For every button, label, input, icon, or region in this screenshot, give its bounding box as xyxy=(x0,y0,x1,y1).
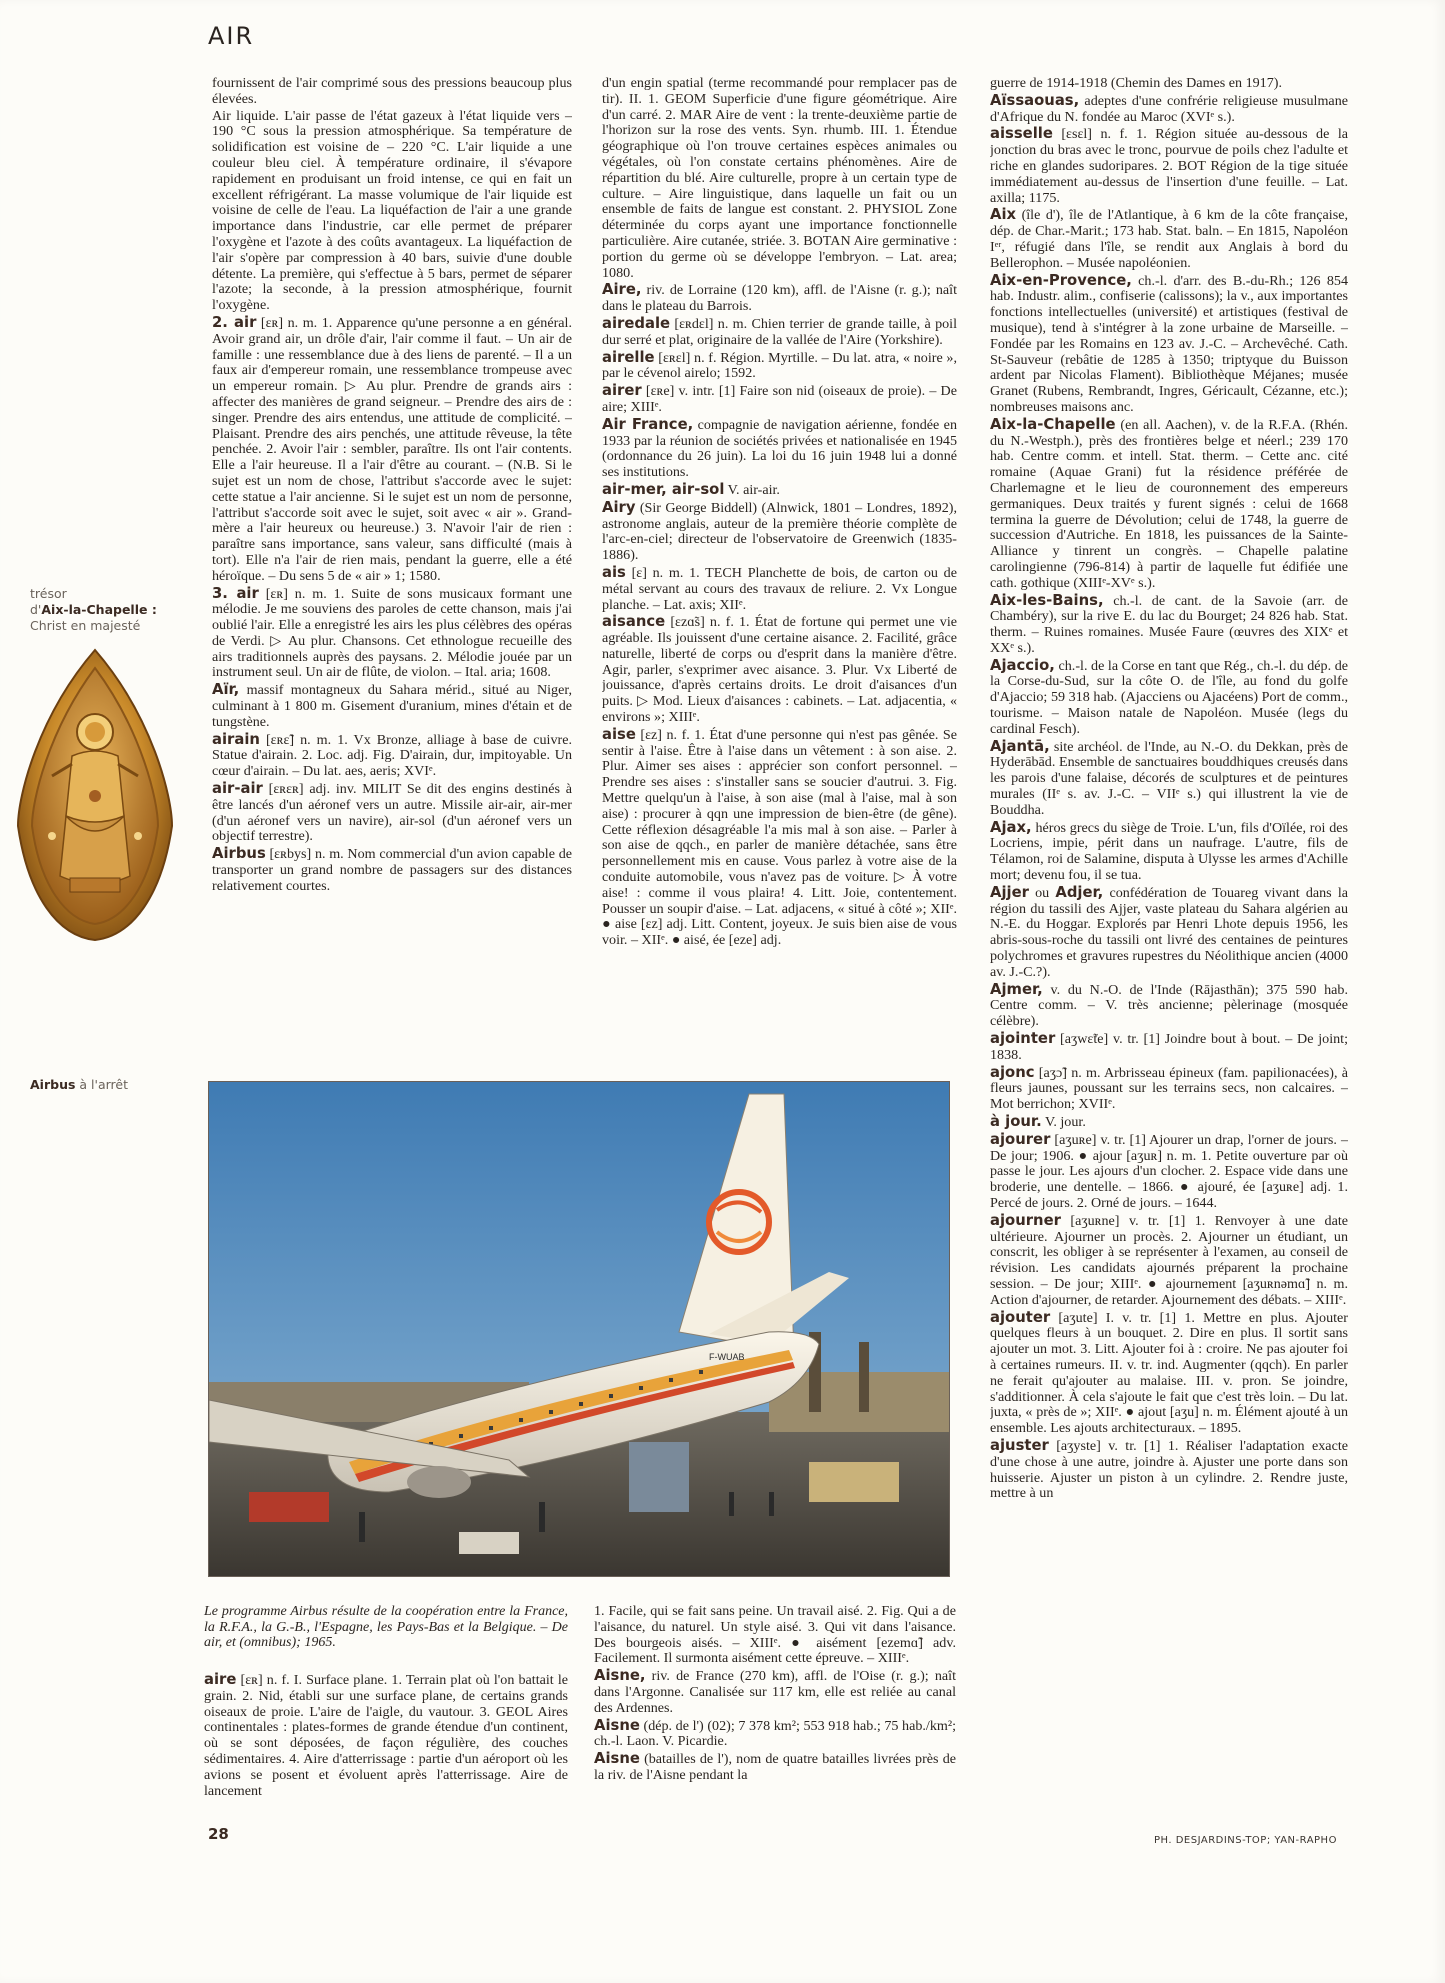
headword: airain xyxy=(212,730,260,748)
entry-ajmer xyxy=(990,982,1348,1030)
headword: ais xyxy=(602,563,626,581)
entry-ajanta xyxy=(990,739,1348,819)
definition: v. du N.-O. de l'Inde (Rājasthān); 375 590 hab. Centre comm. – V. très ancienne; pèlerinage (mosquée célèbre). xyxy=(990,981,1348,1030)
headword: aire xyxy=(204,1672,237,1688)
connector: ou xyxy=(1028,884,1056,901)
entry-ajouter xyxy=(990,1310,1348,1437)
entry-air-liquide: Air liquide. L'air passe de l'état gazeux à l'état liquide vers – 190 °C sous la pression atmosphérique. Sa température de solidification est voisine de – 220 °C. L'air liquide a une couleur bleu ciel. À température ordinaire, il s'évapore rapidement en produisant un froid intense, ce qui en fait un excellent réfrigérant. La masse volumique de l'air liquide est voisine de celle de l'eau. La liquéfaction de l'air a une grande importance dans l'industrie, car elle permet de préparer l'oxygène et l'azote à des coûts avantageux. La liquéfaction de l'air s'opère par compression à 40 bars, suivie d'une double détente. La première, qui s'effectue à 5 bars, permet de séparer l'azote; la seconde, à la pression atmosphérique, fournit l'oxygène. xyxy=(212,107,572,314)
entry-air-3 xyxy=(212,586,572,682)
entry-aix xyxy=(990,207,1348,271)
entry-airedale xyxy=(602,316,957,349)
headword: Aix-en-Provence, xyxy=(990,271,1132,289)
entry-ajonc xyxy=(990,1065,1348,1113)
column-2 xyxy=(602,76,957,1070)
entry-airelle xyxy=(602,350,957,383)
definition: [ɛʀɛl] n. f. Région. Myrtille. – Du lat. atra, « noire », par le cévenol airelo; 1592. xyxy=(602,349,957,382)
definition: (dép. de l') (02); 7 378 km²; 553 918 hab.; 75 hab./km²; ch.-l. Laon. V. Picardie. xyxy=(594,1717,956,1750)
headword: ajuster xyxy=(990,1436,1049,1454)
entry-ajourner xyxy=(990,1213,1348,1309)
headword: Ajantā, xyxy=(990,737,1050,755)
entry-aire xyxy=(204,1672,568,1799)
entry-airain xyxy=(212,732,572,780)
headword: air-mer, air-sol xyxy=(602,480,725,498)
definition: [ɛzɑ̃s] n. f. 1. État de fortune qui permet une vie agréable. Ils jouissent d'une certaine aisance. 2. Facilité, grâce naturelle, liberté de corps ou d'esprit dans la manière d'être. Agir, parler, s'exprimer avec aisance. 3. Plur. Vx Liberté de jouissance, d'après certains droits. Le droit d'aisances d'un puits. ▷ Mod. Lieux d'aisances : cabinets. – Lat. adjacentia, « environs »; XIIIᵉ. xyxy=(602,614,957,726)
headword: Ajjer xyxy=(990,883,1029,901)
entry-aire-riv xyxy=(602,282,957,315)
entry-air-2 xyxy=(212,315,572,585)
entry-ajaccio xyxy=(990,658,1348,738)
definition: [aʒɔ̃] n. m. Arbrisseau épineux (fam. papilionacées), à fleurs jaunes, poussant sur les terrains secs, non calcaires. – Mot berrichon; XVIIᵉ. xyxy=(990,1064,1348,1113)
entry-continuation: fournissent de l'air comprimé sous des pressions beaucoup plus élevées. xyxy=(212,76,572,107)
entry-aisselle xyxy=(990,126,1348,206)
tail-registration: F-WUAB xyxy=(709,1352,745,1362)
definition: confédération de Touareg vivant dans la région du tassili des Ajjer, vaste plateau du Sahara algérien au N.-E. du Hoggar. Explorés par Henri Lhote depuis 1956, les abris-sous-roche du tassili ont livré des centaines de peintures polychromes et gravures rupestres du Néolithique ancien (4000 av. J.-C.?). xyxy=(990,884,1348,980)
definition: adeptes d'une confrérie religieuse musulmane d'Afrique du N. fondée au Maroc (XVIᵉ s.). xyxy=(990,92,1348,125)
definition: [ɛʀbys] n. m. Nom commercial d'un avion capable de transporter un grand nombre de passagers sur des distances relativement courtes. xyxy=(212,846,572,894)
headword: Aix-la-Chapelle xyxy=(990,415,1116,433)
definition: [aʒyste] v. tr. [1] 1. Réaliser l'adaptation exacte d'une chose à une autre, joindre à. Ajuster une porte dans son huisserie. Ajuster un piston à un cylindre. 2. Rendre juste, mettre à un xyxy=(990,1437,1348,1502)
column-1-bottom xyxy=(204,1672,568,1820)
definition: ch.-l. d'arr. des B.-du-Rh.; 126 854 hab. Industr. alim., confiserie (calissons); la v., aux importantes fonctions intellectuelles (université) et artistiques (festival de musique), tend à s'intégrer à la zone urbaine de Marseille. – Fondée par les Romains en 123 av. J.-C. – Archevêché. Cath. St-Sauveur (rebâtie de 1285 à 1350; triptyque du Buisson ardent par Nicolas Flament). Bibliothèque Méjanes; musée Granet (Rubens, Rembrandt, Ingres, Géricault, Cézanne, etc.); nombreuses maisons anc. xyxy=(990,272,1348,415)
headword: airer xyxy=(602,382,642,400)
entry-aissaouas xyxy=(990,93,1348,126)
definition: (en all. Aachen), v. de la R.F.A. (Rhén. du N.-Westph.), près des frontières belge et néerl.; 239 170 hab. Centre comm. et intell. Stat. therm. – Cette anc. cité romaine (Aquae Grani) fut la résidence préférée de Charlemagne et le lieu de couronnement des empereurs germaniques. Deux traités y furent signés : celui de 1668 termina la guerre de Dévolution; celui de 1748, la guerre de succession d'Autriche. En 1818, les puissances de la Sainte-Alliance y tinrent un congrès. – Chapelle palatine carolingienne (796-814) à partir de laquelle fut édifiée une cath. gothique (XIIIᵉ-XVᵉ s.). xyxy=(990,416,1348,591)
headword: Aïr, xyxy=(212,681,240,699)
definition: [ɛʀ] n. m. 1. Suite de sons musicaux formant une mélodie. Je me souviens des paroles de cette chanson, mais j'ai oublié l'air. Elle a enregistré les airs les plus célèbres des opéras de Verdi. ▷ Au plur. Chansons. Cet ethnologue recueille des airs traditionnels auprès des paysans. 2. Mélodie jouée par un instrument seul. Un air de flûte, de violon. – Ital. aria; 1608. xyxy=(212,585,572,681)
headword: Airy xyxy=(602,498,636,516)
entry-air-massif xyxy=(212,682,572,730)
headword: air-air xyxy=(212,780,263,798)
page-header: AIR xyxy=(208,22,255,50)
definition: site archéol. de l'Inde, au N.-O. du Dekkan, près de Hyderābād. Ensemble de sanctuaires bouddhiques creusés dans les parois d'une falaise, décorés de sculptures et de peintures murales (IIᵉ s. av. J.-C. – VIIᵉ s.) qui illustrent la vie de Bouddha. xyxy=(990,738,1348,818)
tresor-caption-line3: Christ en majesté xyxy=(30,618,141,633)
entry-ajjer xyxy=(990,885,1348,981)
airbus-caption-name: Airbus xyxy=(30,1077,76,1092)
entry-ajax xyxy=(990,820,1348,884)
headword: Aisne xyxy=(594,1750,640,1768)
entry-ajointer xyxy=(990,1031,1348,1064)
headword: Aix-les-Bains, xyxy=(990,591,1104,609)
entry-airy xyxy=(602,500,957,564)
headword: ajouter xyxy=(990,1308,1051,1326)
headword: Aisne xyxy=(594,1716,640,1734)
definition: [ɛʀ] n. f. I. Surface plane. 1. Terrain plat où l'on battait le grain. 2. Nid, établi sur une surface plane, de certains grands oiseaux de proie. L'aire de l'aigle, du vautour. 3. GEOL Aires continentales : plates-formes de grande étendue d'un continent, où se sont déposées, de façon régulière, des couches sédimentaires. 4. Aire d'atterrissage : partie d'un aéroport où les avions se posent et évoluent après l'atterrissage. Aire de lancement xyxy=(204,1672,568,1799)
headword: ajourer xyxy=(990,1130,1051,1148)
definition: [ɛz] n. f. 1. État d'une personne qui n'est pas gênée. Se sentir à l'aise. Être à l'aise dans un vêtement : à son aise. 2. Plur. Aimer ses aises : apprécier son confort personnel. – Prendre ses aises : s'installer sans se soucier d'autrui. 3. Fig. Mettre quelqu'un à l'aise, à son aise (mal à l'aise, mal à son aise) : procurer à qqn une impression de bien-être (de gêne). Cette réflexion désagréable l'a mis mal à son aise. – Parler à son aise de qqch., en parler de manière détachée, sans être personnellement mis en cause. Vous parlez à votre aise de la conduite automobile, vous n'avez pas de voiture. ▷ À votre aise! : comme il vous plaira! 4. Litt. Joie, contentement. Pousser un soupir d'aise. – Lat. adjacens, « situé à côté »; XIIᵉ. ● aise [ɛz] adj. Litt. Content, joyeux. Je suis bien aise de vous voir. – XIIᵉ. ● aisé, ée [eze] adj. xyxy=(602,726,957,949)
entry-air-air xyxy=(212,781,572,845)
definition: [aʒute] I. v. tr. [1] 1. Mettre en plus. Ajouter quelques fleurs à un bouquet. 2. Dire en plus. Il sortit sans ajouter un mot. 3. Litt. Ajouter foi à : croire. Ne pas ajouter foi à certaines rumeurs. II. v. tr. ind. Augmenter (qqch). En parler ne ferait qu'ajouter au malaise. III. v. pron. Se joindre, s'additionner. À cela s'ajoute le fait que c'est très loin. – Du lat. juxta, « près de »; XIIᵉ. ● ajout [aʒu] n. m. Élément ajouté à un ensemble. Les ajouts architecturaux. – 1895. xyxy=(990,1309,1348,1437)
photo-credit: PH. DESJARDINS-TOP; YAN-RAPHO xyxy=(1154,1835,1337,1846)
headword: airelle xyxy=(602,348,655,366)
headword: 2. air xyxy=(212,313,257,331)
headword: Adjer, xyxy=(1055,883,1104,901)
entry-aisne xyxy=(594,1668,956,1716)
headword: 3. air xyxy=(212,584,259,602)
entry-aix-les-bains xyxy=(990,593,1348,657)
entry-aisance xyxy=(602,614,957,726)
headword: Aisne, xyxy=(594,1667,646,1685)
headword: airedale xyxy=(602,314,671,332)
definition: massif montagneux du Sahara mérid., situé au Niger, culminant à 1 800 m. Gisement d'uranium, mines d'étain et de tungstène. xyxy=(212,682,572,730)
entry-continuation: 1. Facile, qui se fait sans peine. Un travail aisé. 2. Fig. Qui a de l'aisance, du naturel. Un style aisé. 3. Qui vit dans l'aisance. Des bourgeois aisés. – XIIIᵉ. ● aisément [ezemɑ̃] adv. Facilement. Il surmonta aisément cette épreuve. – XIIIᵉ. xyxy=(594,1604,956,1667)
definition: [ɛʀdɛl] n. m. Chien terrier de grande taille, à poil dur serré et plat, originaire de la vallée de l'Aire (Yorkshire). xyxy=(602,315,957,348)
entry-aisne-dep xyxy=(594,1718,956,1751)
headword: ajourner xyxy=(990,1211,1061,1229)
definition: (Sir George Biddell) (Alnwick, 1801 – Londres, 1892), astronome anglais, auteur de la première théorie complète de l'arc-en-ciel; directeur de l'observatoire de Greenwich (1835-1886). xyxy=(602,499,957,564)
entry-ajourer xyxy=(990,1132,1348,1212)
airbus-photo xyxy=(208,1081,950,1577)
headword: Ajaccio, xyxy=(990,656,1055,674)
headword: ajointer xyxy=(990,1030,1056,1048)
headword: Ajax, xyxy=(990,818,1032,836)
christ-en-majeste-image xyxy=(12,646,178,944)
entry-aise xyxy=(602,727,957,949)
entry-continuation: d'un engin spatial (terme recommandé pour remplacer pas de tir). II. 1. GEOM Superficie d'une figure géométrique. Aire d'un carré. 2. MAR Aire de vent : la trente-deuxième partie de l'horizon sur la rose des vents. Syn. rhumb. III. 1. Étendue géographique où l'on trouve certaines espèces animales ou végétales, où l'on constate certains phénomènes. Aire de répartition du blé. Aire culturelle, propre à un certain type de culture. – Aire linguistique, dans laquelle un fait ou un ensemble de faits de langue est constant. 2. PHYSIOL Zone déterminée du corps ayant une importance fonctionnelle particulière. Aire cutanée, striée. 3. BOTAN Aire germinative : portion du germe où se développe l'embryon. – Lat. area; 1080. xyxy=(602,76,957,281)
column-3 xyxy=(990,76,1348,1816)
entry-aisne-batailles xyxy=(594,1751,956,1784)
tresor-caption-prefix: d' xyxy=(30,602,42,617)
tresor-caption-name: Aix-la-Chapelle : xyxy=(41,602,157,617)
definition: [ɛʀ] n. m. 1. Apparence qu'une personne a en général. Avoir grand air, un drôle d'air, l'air comme il faut. – Un air de famille : une ressemblance due à des liens de parenté. – Il a un faux air d'empereur romain, une ressemblance trompeuse avec un empereur romain. ▷ Au plur. Prendre de grands airs : affecter des manières de grand seigneur. – Prendre des airs de : singer. Prendre des airs entendus, une attitude de complicité. – Plaisant. Prendre des airs penchés, une attitude rêveuse, la tête penchée. 2. Avoir l'air : sembler, paraître. Ils ont l'air contents. Elle a l'air heureuse. Il a l'air d'être au courant. – (N.B. Si le sujet est un nom de chose, l'attribut s'accorde avec le sujet: cette statue a l'air ancienne. Si le sujet est un nom de personne, l'attribut s'accorde soit avec le sujet, soit avec « air ». Grand-mère a l'air heureux ou heureuse.) 3. N'avoir l'air de rien : paraître sans importance, sans valeur, sans difficulté (mais à tort). Elle n'a l'air de rien mais, pendant la guerre, elle a été héroïque. – Du sens 5 de « air » 1; 1580. xyxy=(212,314,572,584)
definition: [ɛʀɛ̃] n. m. 1. Vx Bronze, alliage à base de cuivre. Statue d'airain. 2. Loc. adj. Fig. D'airain, dur, impitoyable. Un cœur d'airain. – Du lat. aes, aeris; XVIᵉ. xyxy=(212,731,572,780)
definition: héros grecs du siège de Troie. L'un, fils d'Oïlée, roi des Locriens, impie, périt dans un naufrage. L'autre, fils de Télamon, roi de Salamine, disputa à Ulysse les armes d'Achille mort; devenu fou, il se tua. xyxy=(990,819,1348,884)
definition: [aʒuʀe] v. tr. [1] Ajourer un drap, l'orner de jours. – De jour; 1906. ● ajour [aʒuʀ] n. m. 1. Petite ouverture par où passe le jour. Les ajours d'un clocher. 2. Espace vide dans une broderie, une dentelle. – 1866. ● ajouré, ée [aʒuʀe] adj. 1. Percé de jours. 2. Orné de jours. – 1644. xyxy=(990,1131,1348,1211)
tresor-caption-line1: trésor xyxy=(30,586,67,601)
definition: [aʒwɛ̃te] v. tr. [1] Joindre bout à bout. – De joint; 1838. xyxy=(990,1031,1348,1063)
definition: riv. de France (270 km), affl. de l'Oise (r. g.); naît dans l'Argonne. Canalisée sur 117 km, elle est reliée au canal des Ardennes. xyxy=(594,1668,956,1716)
photo-caption: Le programme Airbus résulte de la coopération entre la France, la R.F.A., la G.-B., l'Espagne, les Pays-Bas et la Belgique. – De air, et (omnibus); 1965. xyxy=(204,1604,568,1651)
headword: ajonc xyxy=(990,1063,1035,1081)
definition: (batailles de l'), nom de quatre batailles livrées près de la riv. de l'Aisne pendant la xyxy=(594,1751,956,1783)
headword: aise xyxy=(602,725,636,743)
tresor-caption xyxy=(30,586,157,634)
entry-ajuster xyxy=(990,1438,1348,1502)
definition: [ɛʀɛʀ] adj. inv. MILIT Se dit des engins destinés à être lancés d'un aéronef vers un autre. Missile air-air, air-mer (d'un aéronef vers un navire), air-sol (d'un aéronef vers un objectif terrestre). xyxy=(212,781,572,845)
definition: V. jour. xyxy=(1041,1114,1086,1130)
airbus-caption xyxy=(30,1077,128,1093)
entry-air-france xyxy=(602,417,957,481)
definition: ch.-l. de la Corse en tant que Rég., ch.-l. du dép. de la Corse-du-Sud, sur la côte O. de l'île, au fond du golfe d'Ajaccio; 59 318 hab. (Ajacciens ou Ajacéens) Port de comm., tourisme. – Maison natale de Napoléon. Musée (legs du cardinal Fesch). xyxy=(990,657,1348,737)
definition: [aʒuʀne] v. tr. [1] 1. Renvoyer à une date ultérieure. Ajourner un procès. 2. Ajourner un étudiant, un conscrit, les obliger à se représenter à l'examen, au conseil de révision. Les candidats ajournés préparent la prochaine session. – De jour; XIIIᵉ. ● ajournement [aʒuʀnəmɑ̃] n. m. Action d'ajourner, de retarder. Ajournement des débats. – XIIIᵉ. xyxy=(990,1212,1348,1308)
entry-aix-en-provence xyxy=(990,273,1348,416)
definition: V. air-air. xyxy=(724,481,780,498)
entry-air-mer xyxy=(602,482,957,499)
headword: Airbus xyxy=(212,845,266,863)
entry-continuation: guerre de 1914-1918 (Chemin des Dames en 1917). xyxy=(990,76,1282,91)
headword: aisance xyxy=(602,613,666,631)
definition: riv. de Lorraine (120 km), affl. de l'Aisne (r. g.); naît dans le plateau du Barrois. xyxy=(602,282,957,315)
entry-airbus xyxy=(212,846,572,894)
entry-aix-la-chapelle xyxy=(990,417,1348,592)
column-2-bottom xyxy=(594,1604,956,1820)
airbus-caption-rest: à l'arrêt xyxy=(75,1077,128,1092)
column-1 xyxy=(212,76,572,1066)
headword: Air France, xyxy=(602,415,694,433)
headword: Aire, xyxy=(602,281,642,299)
definition: ch.-l. de cant. de la Savoie (arr. de Chambéry), sur la rive E. du lac du Bourget; 24 826 hab. Stat. therm. – Ruines romaines. Musée Faure (œuvres des XIXᵉ et XXᵉ s.). xyxy=(990,592,1348,656)
entry-ais xyxy=(602,565,957,613)
headword: à jour. xyxy=(990,1113,1042,1130)
page-number: 28 xyxy=(208,1825,229,1843)
headword: Aïssaouas, xyxy=(990,91,1080,109)
definition: compagnie de navigation aérienne, fondée en 1933 par la réunion de sociétés privées et nationalisée en 1945 (ordonnance du 26 juin). La loi du 16 juin 1948 lui a donné ses institutions. xyxy=(602,416,957,481)
definition: [ɛʀe] v. intr. [1] Faire son nid (oiseaux de proie). – De aire; XIIIᵉ. xyxy=(602,383,957,415)
headword: aisselle xyxy=(990,125,1053,143)
definition: [ɛ] n. m. 1. TECH Planchette de bois, de carton ou de métal servant au cours des travaux de reliure. 2. Vx Longue planche. – Lat. axis; XIIᵉ. xyxy=(602,564,957,613)
headword: Ajmer, xyxy=(990,980,1043,998)
definition: (île d'), île de l'Atlantique, à 6 km de la côte française, dép. de Char.-Marit.; 173 hab. Stat. baln. – En 1815, Napoléon Iᵉʳ, réfugié dans l'île, se rendit aux Anglais à bord du Bellerophon. – Musée napoléonien. xyxy=(990,207,1348,271)
entry-airer xyxy=(602,383,957,416)
entry-a-jour xyxy=(990,1114,1348,1131)
definition: [ɛsɛl] n. f. 1. Région située au-dessous de la jonction du bras avec le tronc, pourvue de poils chez l'adulte et riche en glandes sudoripares. 2. BOT Région de la tige située immédiatement au-dessus de l'insertion d'une feuille. – Lat. axilla; 1175. xyxy=(990,126,1348,206)
headword: Aix xyxy=(990,206,1017,224)
